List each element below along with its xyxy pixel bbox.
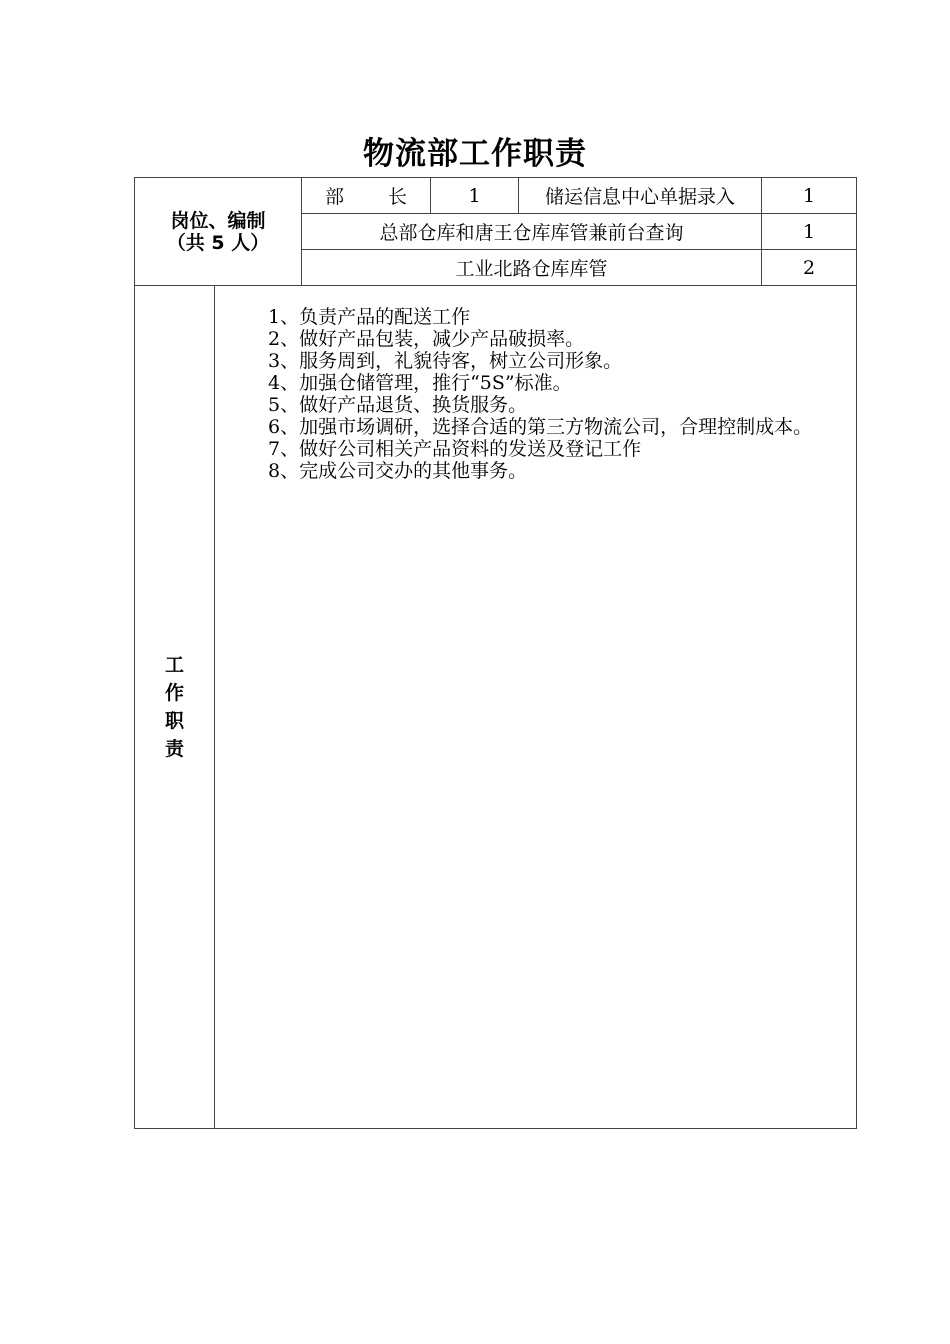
responsibility-table [134, 177, 857, 1129]
duty-item: 7、做好公司相关产品资料的发送及登记工作 [268, 438, 642, 460]
position-name-part1: 部 [325, 186, 345, 208]
page-title: 物流部工作职责 [363, 136, 587, 172]
position-count-cell: 2 [762, 250, 857, 286]
duties-header-label: 工作职责 [164, 654, 184, 760]
position-name-cell [302, 178, 431, 214]
duty-item: 4、加强仓储管理，推行“5S”标准。 [268, 372, 572, 394]
duties-header-cell [135, 286, 215, 1129]
duty-item: 2、做好产品包装，减少产品破损率。 [268, 328, 585, 350]
position-name-cell: 储运信息中心单据录入 [519, 178, 762, 214]
duties-list [215, 286, 856, 482]
position-count-cell: 1 [762, 178, 857, 214]
positions-header-cell [135, 178, 302, 286]
position-count-cell: 1 [431, 178, 519, 214]
position-name-cell: 总部仓库和唐王仓库库管兼前台查询 [302, 214, 762, 250]
position-count-cell: 1 [762, 214, 857, 250]
position-name-cell: 工业北路仓库库管 [302, 250, 762, 286]
duty-item: 3、服务周到，礼貌待客，树立公司形象。 [268, 350, 623, 372]
positions-header-total: （共 5 人） [166, 231, 270, 254]
positions-header-label: 岗位、编制 [170, 209, 266, 232]
duty-item: 5、做好产品退货、换货服务。 [268, 394, 528, 416]
duties-body-cell [215, 286, 857, 1129]
duty-item: 1、负责产品的配送工作 [268, 306, 471, 328]
duty-item: 8、完成公司交办的其他事务。 [268, 460, 528, 482]
duty-item: 6、加强市场调研，选择合适的第三方物流公司，合理控制成本。 [268, 416, 813, 438]
position-name-part2: 长 [388, 186, 408, 208]
